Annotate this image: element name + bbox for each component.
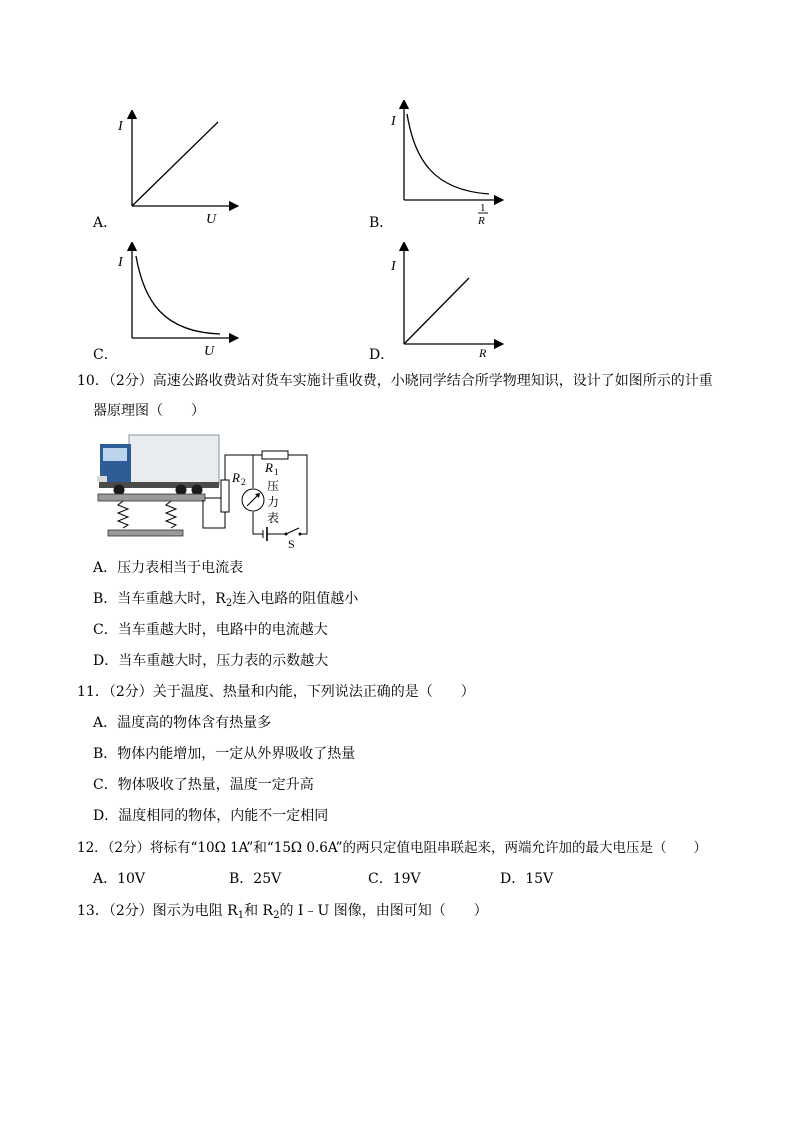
x-label-numerator: 1	[480, 202, 486, 214]
r1-subscript: 1	[274, 467, 279, 477]
x-label: R	[479, 346, 487, 360]
spring-right	[166, 501, 176, 528]
r2-label: R	[232, 470, 240, 485]
q12-option-a: A．10V	[93, 871, 146, 887]
r2-subscript: 2	[241, 477, 246, 487]
x-label: U	[204, 344, 215, 357]
q11-option-a: A．温度高的物体含有热量多	[93, 715, 272, 731]
q12-option-b: B．25V	[229, 871, 282, 887]
q11-option-c: C．物体吸收了热量，温度一定升高	[93, 777, 314, 793]
graph-b	[385, 100, 505, 228]
q10-stem-line1: 10．（2分）高速公路收费站对货车实施计重收费，小晓同学结合所学物理知识，设计了如图所示的计重	[77, 373, 713, 389]
curve	[132, 122, 218, 206]
q10-option-a: A．压力表相当于电流表	[93, 560, 244, 576]
y-label: I	[391, 259, 396, 274]
q13-stem: 13．（2分）图示为电阻 $R_1$和 $R_2$的 I﹣U 图像，由图可知（ ）	[77, 903, 488, 921]
q12-stem: 12．（2分）将标有“10Ω 1A”和“15Ω 0.6A”的两只定值电阻串联起来，两端允许加的最大电压是（ ）	[77, 840, 708, 856]
weighing-platform	[98, 494, 205, 501]
option-label-c: C．	[93, 347, 118, 363]
q10-option-b: B．当车重越大时，$R_2$连入电路的阻值越小	[93, 591, 359, 609]
q10-stem-line2: 器原理图（ ）	[93, 403, 205, 419]
x-label-denominator: R	[478, 215, 485, 227]
spring-left	[118, 501, 128, 528]
switch-label: S	[288, 537, 295, 550]
resistor-r1	[262, 451, 288, 459]
base-plate	[108, 530, 183, 536]
r1-label: R	[265, 460, 273, 475]
q10-option-c: C．当车重越大时，电路中的电流越大	[93, 622, 328, 638]
q12-option-c: C．19V	[368, 871, 421, 887]
q11-option-d: D．温度相同的物体，内能不一定相同	[93, 808, 329, 824]
switch-s	[286, 528, 299, 534]
q11-option-b: B．物体内能增加，一定从外界吸收了热量	[93, 746, 356, 762]
truck-image	[97, 435, 219, 496]
q12-option-d: D．15V	[500, 871, 554, 887]
weighing-circuit-figure	[95, 432, 320, 550]
option-label-a: A．	[93, 215, 118, 231]
y-label: I	[118, 119, 123, 134]
q10-option-d: D．当车重越大时，压力表的示数越大	[93, 653, 329, 669]
x-label: U	[206, 212, 217, 225]
meter-label-2: 力	[267, 495, 280, 509]
meter-label-1: 压	[267, 479, 280, 493]
curve	[136, 256, 220, 334]
y-label: I	[118, 255, 123, 270]
meter-label-3: 表	[267, 511, 280, 525]
option-label-d: D．	[369, 347, 395, 363]
graph-d	[385, 242, 505, 360]
y-label: I	[391, 114, 396, 129]
rheostat-r2	[221, 480, 229, 512]
graph-c	[110, 242, 240, 357]
q11-stem: 11．（2分）关于温度、热量和内能，下列说法正确的是（ ）	[77, 684, 475, 700]
curve	[407, 114, 489, 194]
graph-a	[110, 110, 240, 225]
curve	[404, 278, 469, 344]
option-label-b: B．	[369, 215, 394, 231]
